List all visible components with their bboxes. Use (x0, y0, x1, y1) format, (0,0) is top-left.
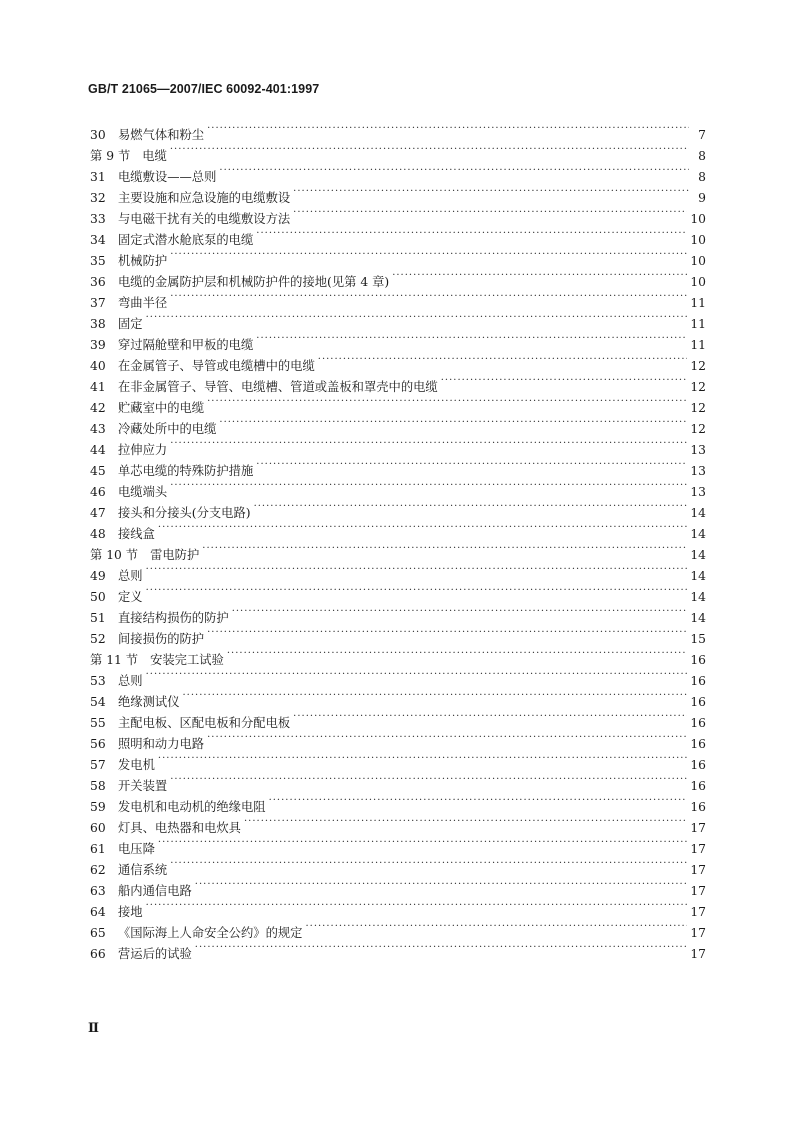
toc-entry-title: 照明和动力电路 (118, 737, 205, 751)
toc-entry-number: 57 (90, 758, 106, 772)
toc-entry-title: 发电机和电动机的绝缘电阻 (118, 800, 266, 814)
toc-dot-leader (293, 202, 687, 223)
document-header: GB/T 21065—2007/IEC 60092-401:1997 (88, 82, 320, 96)
toc-dot-leader (183, 685, 688, 706)
toc-entry-page: 11 (690, 338, 706, 352)
toc-entry-title: 营运后的试验 (118, 947, 192, 961)
toc-entry-title: 总则 (118, 674, 143, 688)
toc-entry[interactable] (90, 517, 706, 541)
toc-dot-leader (146, 895, 688, 916)
toc-entry-page: 17 (690, 821, 706, 835)
toc-entry[interactable] (90, 790, 706, 814)
toc-entry[interactable] (90, 916, 706, 940)
toc-dot-leader (244, 811, 687, 832)
toc-entry[interactable] (90, 664, 706, 688)
toc-dot-leader (219, 412, 687, 433)
toc-entry-page: 9 (698, 191, 706, 205)
toc-entry-title: 固定 (118, 317, 143, 331)
toc-dot-leader (232, 601, 688, 622)
toc-entry-title: 在金属管子、导管或电缆槽中的电缆 (118, 359, 315, 373)
toc-entry-title: 接地 (118, 905, 143, 919)
toc-dot-leader (293, 181, 689, 202)
toc-entry-number: 47 (90, 506, 106, 520)
toc-entry-page: 13 (690, 485, 706, 499)
toc-entry-title: 电缆的金属防护层和机械防护件的接地(见第 4 章) (118, 275, 390, 289)
toc-entry[interactable] (90, 118, 706, 142)
toc-dot-leader (269, 790, 688, 811)
toc-entry-number: 50 (90, 590, 106, 604)
toc-dot-leader (146, 664, 688, 685)
toc-dot-leader (207, 118, 689, 139)
toc-entry-page: 10 (690, 233, 706, 247)
toc-entry-page: 14 (690, 590, 706, 604)
toc-entry-title: 电缆 (142, 149, 167, 163)
toc-entry-title: 安装完工试验 (150, 653, 224, 667)
toc-entry-title: 冷藏处所中的电缆 (118, 422, 217, 436)
toc-entry-page: 17 (690, 926, 706, 940)
toc-entry-number: 51 (90, 611, 106, 625)
toc-entry-page: 14 (690, 569, 706, 583)
toc-entry-number: 45 (90, 464, 106, 478)
toc-entry-number: 31 (90, 170, 106, 184)
toc-entry-page: 11 (690, 317, 706, 331)
toc-entry-number: 第 10 节 (90, 548, 139, 562)
toc-entry-page: 13 (690, 443, 706, 457)
toc-entry-title: 主配电板、区配电板和分配电板 (118, 716, 291, 730)
toc-dot-leader (227, 643, 687, 664)
toc-entry[interactable] (90, 685, 706, 709)
toc-entry-number: 41 (90, 380, 106, 394)
toc-entry-number: 65 (90, 926, 106, 940)
toc-entry-number: 33 (90, 212, 106, 226)
toc-entry[interactable] (90, 895, 706, 919)
toc-entry[interactable] (90, 454, 706, 478)
toc-entry[interactable] (90, 832, 706, 856)
toc-entry-title: 易燃气体和粉尘 (118, 128, 205, 142)
toc-entry-number: 48 (90, 527, 106, 541)
toc-entry-title: 发电机 (118, 758, 155, 772)
toc-entry-page: 14 (690, 527, 706, 541)
toc-dot-leader (318, 349, 688, 370)
toc-entry-title: 拉伸应力 (118, 443, 168, 457)
toc-dot-leader (392, 265, 687, 286)
toc-dot-leader (256, 223, 687, 244)
toc-entry-page: 16 (690, 716, 706, 730)
toc-entry-number: 38 (90, 317, 106, 331)
toc-entry-number: 66 (90, 947, 106, 961)
toc-entry-number: 42 (90, 401, 106, 415)
toc-dot-leader (158, 517, 687, 538)
toc-entry-title: 穿过隔舱壁和甲板的电缆 (118, 338, 254, 352)
toc-entry[interactable] (90, 601, 706, 625)
toc-entry[interactable] (90, 559, 706, 583)
toc-entry-title: 开关装置 (118, 779, 168, 793)
toc-entry-title: 弯曲半径 (118, 296, 168, 310)
toc-entry-page: 11 (690, 296, 706, 310)
toc-entry-title: 雷电防护 (150, 548, 200, 562)
toc-entry-page: 17 (690, 905, 706, 919)
toc-dot-leader (256, 454, 687, 475)
toc-entry-page: 14 (690, 506, 706, 520)
toc-entry-title: 电缆敷设——总则 (118, 170, 217, 184)
toc-entry[interactable] (90, 244, 706, 268)
toc-dot-leader (195, 874, 688, 895)
toc-entry-page: 10 (690, 275, 706, 289)
toc-entry-number: 43 (90, 422, 106, 436)
toc-entry-page: 16 (690, 674, 706, 688)
toc-dot-leader (207, 622, 687, 643)
toc-entry-page: 17 (690, 863, 706, 877)
toc-entry[interactable] (90, 580, 706, 604)
toc-entry-page: 16 (690, 653, 706, 667)
toc-entry-page: 17 (690, 842, 706, 856)
toc-entry-number: 61 (90, 842, 106, 856)
toc-entry-page: 14 (690, 611, 706, 625)
toc-entry[interactable] (90, 874, 706, 898)
toc-entry-number: 40 (90, 359, 106, 373)
toc-entry-number: 第 9 节 (90, 149, 131, 163)
toc-entry[interactable] (90, 139, 706, 163)
toc-entry-page: 17 (690, 884, 706, 898)
toc-entry[interactable] (90, 307, 706, 331)
toc-entry-title: 间接损伤的防护 (118, 632, 205, 646)
toc-entry[interactable] (90, 496, 706, 520)
toc-entry-page: 13 (690, 464, 706, 478)
toc-entry[interactable] (90, 328, 706, 352)
toc-entry-number: 35 (90, 254, 106, 268)
table-of-contents (90, 118, 706, 961)
toc-entry-title: 在非金属管子、导管、电缆槽、管道或盖板和罩壳中的电缆 (118, 380, 438, 394)
toc-dot-leader (170, 475, 687, 496)
toc-entry-title: 绝缘测试仪 (118, 695, 180, 709)
toc-entry-page: 8 (698, 149, 706, 163)
toc-entry-title: 直接结构损伤的防护 (118, 611, 229, 625)
toc-entry-page: 16 (690, 758, 706, 772)
toc-entry-title: 固定式潜水舱底泵的电缆 (118, 233, 254, 247)
toc-entry-page: 16 (690, 779, 706, 793)
toc-entry[interactable] (90, 160, 706, 184)
toc-entry-number: 59 (90, 800, 106, 814)
toc-entry-page: 12 (690, 401, 706, 415)
toc-dot-leader (305, 916, 687, 937)
toc-entry-page: 16 (690, 695, 706, 709)
toc-entry[interactable] (90, 475, 706, 499)
toc-entry[interactable] (90, 769, 706, 793)
toc-entry-title: 主要设施和应急设施的电缆敷设 (118, 191, 291, 205)
toc-dot-leader (293, 706, 687, 727)
toc-entry-title: 贮藏室中的电缆 (118, 401, 205, 415)
toc-entry-number: 39 (90, 338, 106, 352)
toc-entry-number: 62 (90, 863, 106, 877)
toc-entry-title: 定义 (118, 590, 143, 604)
toc-entry-number: 36 (90, 275, 106, 289)
toc-entry-number: 52 (90, 632, 106, 646)
toc-entry-title: 电缆端头 (118, 485, 168, 499)
toc-entry-title: 接线盒 (118, 527, 155, 541)
toc-dot-leader (170, 769, 687, 790)
toc-dot-leader (170, 286, 687, 307)
toc-entry[interactable] (90, 748, 706, 772)
toc-dot-leader (146, 307, 688, 328)
toc-dot-leader (170, 139, 689, 160)
toc-dot-leader (158, 832, 687, 853)
toc-entry-number: 58 (90, 779, 106, 793)
toc-entry-title: 接头和分接头(分支电路) (118, 506, 251, 520)
toc-entry-page: 16 (690, 800, 706, 814)
toc-entry-number: 32 (90, 191, 106, 205)
toc-entry-number: 56 (90, 737, 106, 751)
toc-entry-number: 55 (90, 716, 106, 730)
toc-entry-title: 船内通信电路 (118, 884, 192, 898)
toc-entry-page: 14 (690, 548, 706, 562)
toc-dot-leader (195, 937, 688, 958)
toc-entry-number: 46 (90, 485, 106, 499)
toc-entry[interactable] (90, 538, 706, 562)
toc-entry-page: 12 (690, 380, 706, 394)
toc-dot-leader (146, 559, 688, 580)
toc-entry-title: 《国际海上人命安全公约》的规定 (118, 926, 303, 940)
toc-entry-title: 灯具、电热器和电炊具 (118, 821, 241, 835)
toc-entry-page: 12 (690, 359, 706, 373)
toc-dot-leader (146, 580, 688, 601)
toc-entry-number: 30 (90, 128, 106, 142)
toc-entry-title: 电压降 (118, 842, 155, 856)
toc-entry-number: 44 (90, 443, 106, 457)
toc-entry-number: 37 (90, 296, 106, 310)
toc-entry-page: 10 (690, 212, 706, 226)
toc-dot-leader (207, 727, 687, 748)
toc-entry[interactable] (90, 265, 706, 289)
toc-dot-leader (170, 433, 687, 454)
toc-entry-page: 12 (690, 422, 706, 436)
toc-entry-number: 60 (90, 821, 106, 835)
toc-dot-leader (158, 748, 687, 769)
toc-entry-number: 63 (90, 884, 106, 898)
toc-entry-page: 16 (690, 737, 706, 751)
toc-entry-number: 64 (90, 905, 106, 919)
toc-entry-page: 17 (690, 947, 706, 961)
toc-dot-leader (170, 853, 687, 874)
toc-dot-leader (254, 496, 688, 517)
toc-entry-title: 总则 (118, 569, 143, 583)
toc-entry-number: 49 (90, 569, 106, 583)
toc-entry-title: 通信系统 (118, 863, 168, 877)
toc-entry-page: 7 (698, 128, 706, 142)
page-number-footer: Ⅱ (88, 1020, 99, 1035)
toc-entry-page: 10 (690, 254, 706, 268)
toc-entry[interactable] (90, 853, 706, 877)
toc-dot-leader (441, 370, 688, 391)
toc-entry-number: 第 11 节 (90, 653, 139, 667)
toc-entry[interactable] (90, 286, 706, 310)
toc-dot-leader (170, 244, 687, 265)
toc-entry-page: 8 (698, 170, 706, 184)
toc-entry-number: 53 (90, 674, 106, 688)
toc-entry-title: 机械防护 (118, 254, 168, 268)
toc-entry-number: 34 (90, 233, 106, 247)
toc-entry-title: 与电磁干扰有关的电缆敷设方法 (118, 212, 291, 226)
toc-dot-leader (256, 328, 687, 349)
toc-entry-number: 54 (90, 695, 106, 709)
toc-dot-leader (202, 538, 687, 559)
toc-dot-leader (219, 160, 689, 181)
toc-entry-page: 15 (690, 632, 706, 646)
toc-entry[interactable] (90, 433, 706, 457)
toc-dot-leader (207, 391, 687, 412)
toc-entry-title: 单芯电缆的特殊防护措施 (118, 464, 254, 478)
